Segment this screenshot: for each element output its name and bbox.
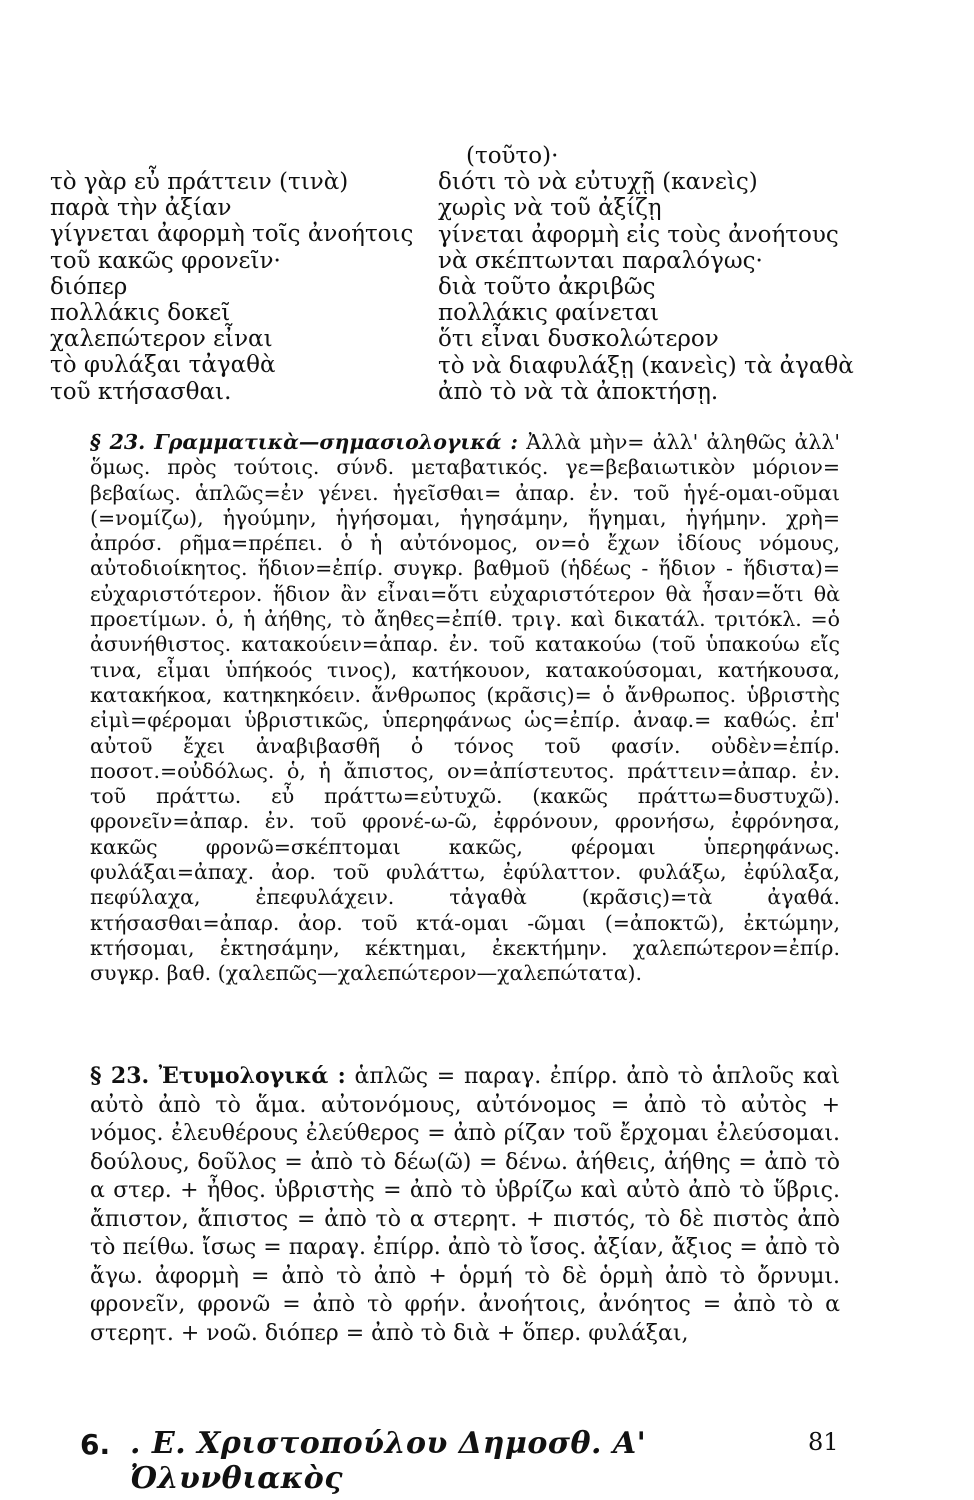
- original-line: γίγνεται ἀφορμὴ τοῖς ἀνοήτοις: [50, 221, 414, 248]
- page-footer: [80, 1420, 840, 1496]
- translation-line: πολλάκις φαίνεται: [438, 300, 660, 327]
- original-line: πολλάκις δοκεῖ: [50, 300, 231, 327]
- original-line: τὸ γὰρ εὖ πράττειν (τινὰ): [50, 169, 349, 195]
- grammar-heading: § 23. Γραμματικὰ—σημασιολογικά :: [90, 430, 518, 454]
- grammar-text: Ἀλλὰ μὴν= ἀλλ' ἀληθῶς ἀλλ' ὅμως. πρὸς τούτοις. σύνδ. μεταβατικός. γε=βεβαιωτικὸν μόριον= βεβαίως. ἁπλῶς=ἐν γένει. ἡγεῖσθαι= ἀπαρ. ἐν. τοῦ ἡγέ-ομαι-οῦμαι (=νομίζω), ἡγούμην, ἡγήσομαι, ἡγησάμην, ἥγημαι, ἡγήμην. χρὴ= ἀπρόσ. ρῆμα=πρέπει. ὁ ἡ αὐτόνομος, ον=ὁ ἔχων ἰδίους νόμους, αὐτοδιοίκητος. ἥδιον=ἐπίρ. συγκρ. βαθμοῦ (ἡδέως - ἥδιον - ἥδιστα)= εὐχαριστότερον. ἥδιον ἂν εἶναι=ὅτι εὐχαριστότερον θὰ ἦσαν=ὅτι θὰ προετίμων. ὁ, ἡ ἀήθης, τὸ ἄηθες=ἐπίθ. τριγ. καὶ δικατάλ. τριτόκλ. =ὁ ἀσυνήθιστος. κατακούειν=ἀπαρ. ἐν. τοῦ κατακούω (τοῦ ὑπακούω εἴς τινα, εἶμαι ὑπήκοός τινος), κατήκουον, κατακούσομαι, κατήκουσα, κατακήκοα, κατηκηκόειν. ἄνθρωπος (κρᾶσις)= ὁ ἄνθρωπος. ὑβριστὴς εἰμὶ=φέρομαι ὑβριστικῶς, ὑπερηφάνως ὡς=ἐπίρ. ἀναφ.= καθώς. ἐπ' αὐτοῦ ἔχει ἀναβιβασθῆ ὁ τόνος τοῦ φασίν. οὐδὲν=ἐπίρ. ποσοτ.=οὐδόλως. ὁ, ἡ ἄπιστος, ον=ἀπίστευτος. πράττειν=ἀπαρ. ἐν. τοῦ πράττω. εὖ πράττω=εὐτυχῶ. (κακῶς πράττω=δυστυχῶ). φρονεῖν=ἀπαρ. ἐν. τοῦ φρονέ-ω-ῶ, ἐφρόνουν, φρονήσω, ἐφρόνησα, κακῶς φρονῶ=σκέπτομαι κακῶς, φέρομαι ὑπερηφάνως. φυλάξαι=ἀπαχ. ἀορ. τοῦ φυλάττω, ἐφύλαττον. φυλάξω, ἐφύλαξα, πεφύλαχα, ἐπεφυλάχειν. τἀγαθὰ (κρᾶσις)=τὰ ἀγαθά. κτήσασθαι=ἀπαρ. ἀορ. τοῦ κτά-ομαι -ῶμαι (=ἀποκτῶ), ἐκτώμην, κτήσομαι, ἐκτησάμην, κέκτημαι, ἐκεκτήμην. χαλεπώτερον=ἐπίρ. συγκρ. βαθ. (χαλεπῶς—χαλεπώτερον—χαλεπώτατα).: [90, 430, 840, 986]
- etymology-text: ἁπλῶς = παραγ. ἐπίρρ. ἀπὸ τὸ ἁπλοῦς καὶ αὐτὸ ἀπὸ τὸ ἅμα. αὐτονόμους, αὐτόνομος = ἀπὸ τὸ αὐτὸς + νόμος. ἐλευθέρους ἐλεύθερος = ἀπὸ ρίζαν τοῦ ἔρχομαι ἐλεύσομαι. δούλους, δοῦλος = ἀπὸ τὸ δέω(ῶ) = δένω. ἀήθεις, ἀήθης = ἀπὸ τὸ α στερ. + ἦθος. ὑβριστὴς = ἀπὸ τὸ ὑβρίζω καὶ αὐτὸ ἀπὸ τὸ ὕβρις. ἄπιστον, ἄπιστος = ἀπὸ τὸ α στερητ. + πιστός, τὸ δὲ πιστὸς ἀπὸ τὸ πείθω. ἴσως = παραγ. ἐπίρρ. ἀπὸ τὸ ἴσος. ἀξίαν, ἄξιος = ἀπὸ τὸ ἄγω. ἀφορμὴ = ἀπὸ τὸ ἀπὸ + ὁρμή τὸ δὲ ὁρμὴ ἀπὸ τὸ ὄρνυμι. φρονεῖν, φρονῶ = ἀπὸ τὸ φρήν. ἀνοήτοις, ἀνόητος = ἀπὸ τὸ α στερητ. + νοῶ. διόπερ = ἀπὸ τὸ διὰ + ὅπερ. φυλάξαι,: [90, 1064, 841, 1346]
- translation-line: γίνεται ἀφορμὴ εἰς τοὺς ἀνοήτους: [438, 221, 839, 248]
- original-line: παρὰ τὴν ἀξίαν: [50, 195, 232, 222]
- translation-line: ὅτι εἶναι δυσκολώτερον: [438, 326, 719, 353]
- etymology-heading: § 23. Ἐτυμολογικά :: [90, 1063, 346, 1089]
- sheet-number: 6.: [80, 1428, 111, 1461]
- original-line: τὸ φυλάξαι τἀγαθὰ: [50, 352, 276, 379]
- etymology-paragraph: [50, 1062, 840, 1348]
- grammar-section: [50, 430, 840, 987]
- translation-column: [438, 143, 898, 405]
- original-line: χαλεπώτερον εἶναι: [50, 326, 273, 353]
- page-number: 81: [808, 1428, 839, 1456]
- etymology-section: [50, 1062, 840, 1348]
- translation-line: τὸ νὰ διαφυλάξῃ (κανεὶς) τὰ ἀγαθὰ: [438, 352, 854, 379]
- translation-line: διότι τὸ νὰ εὐτυχῇ (κανεὶς): [438, 169, 758, 196]
- book-title: . Ε. Χριστοπούλου Δημοσθ. Α' Ὀλυνθιακὸς: [130, 1426, 647, 1496]
- translation-line: νὰ σκέπτωνται παραλόγως·: [438, 247, 763, 274]
- original-line: τοῦ κτήσασθαι.: [50, 378, 232, 405]
- translation-line: διὰ τοῦτο ἀκριβῶς: [438, 274, 656, 301]
- grammar-paragraph: [50, 430, 840, 987]
- translation-line: ἀπὸ τὸ νὰ τὰ ἀποκτήσῃ.: [438, 378, 719, 405]
- translation-line: χωρὶς νὰ τοῦ ἀξίζῃ: [438, 195, 662, 222]
- original-line: διόπερ: [50, 273, 128, 300]
- original-line: τοῦ κακῶς φρονεῖν·: [50, 247, 281, 274]
- greek-original-column: [50, 143, 430, 405]
- translation-line: (τοῦτο)·: [466, 143, 559, 169]
